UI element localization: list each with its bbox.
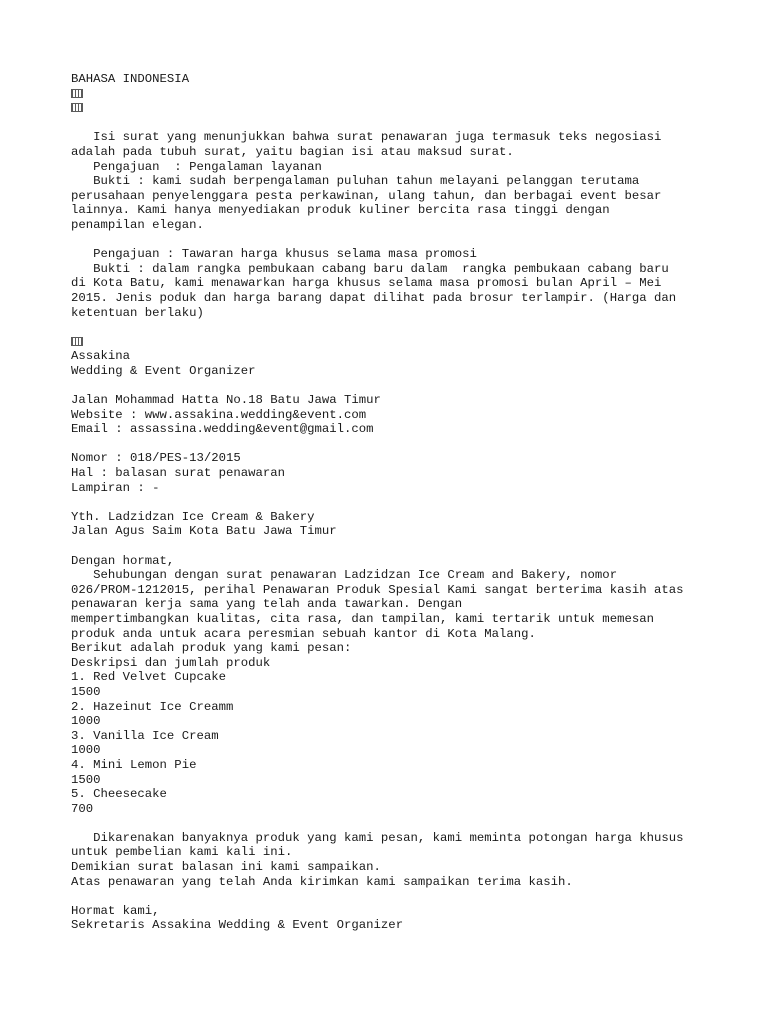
- unknown-character-glyph-line: [71, 335, 701, 350]
- text-line: Dengan hormat,: [71, 553, 175, 568]
- text-line: Dikarenakan banyaknya produk yang kami pesan, kami meminta potongan harga khusus: [71, 830, 684, 845]
- text-line: untuk pembelian kami kali ini.: [71, 845, 293, 860]
- text-line: Demikian surat balasan ini kami sampaikan.: [71, 860, 381, 875]
- blank-line: [71, 116, 701, 131]
- text-line: 3. Vanilla Ice Cream: [71, 728, 219, 743]
- text-line: Bukti : kami sudah berpengalaman puluhan tahun melayani pelanggan terutama: [71, 174, 640, 189]
- text-line: Deskripsi dan jumlah produk: [71, 655, 271, 670]
- text-line: perusahaan penyelenggara pesta perkawinan, ulang tahun, dan berbagai event besar: [71, 188, 662, 203]
- text-line: Hal : balasan surat penawaran: [71, 466, 286, 481]
- text-line: 1. Red Velvet Cupcake: [71, 670, 226, 685]
- text-line: Wedding & Event Organizer: [71, 363, 256, 378]
- blank-line: [71, 495, 701, 510]
- text-line: Atas penawaran yang telah Anda kirimkan kami sampaikan terima kasih.: [71, 874, 573, 889]
- text-line: Berikut adalah produk yang kami pesan:: [71, 641, 352, 656]
- blank-line: [71, 539, 701, 554]
- unknown-character-icon: [71, 103, 83, 112]
- unknown-character-glyph-line: [71, 101, 701, 116]
- text-line: BAHASA INDONESIA: [71, 72, 190, 86]
- text-line: Website : www.assakina.wedding&event.com: [71, 407, 367, 422]
- text-line: Jalan Agus Saim Kota Batu Jawa Timur: [71, 524, 337, 539]
- unknown-character-glyph-line: [71, 87, 701, 102]
- text-line: Assakina: [71, 349, 131, 364]
- text-line: Jalan Mohammad Hatta No.18 Batu Jawa Timur: [71, 393, 381, 408]
- text-line: 4. Mini Lemon Pie: [71, 757, 197, 772]
- text-line: 026/PROM-1212015, perihal Penawaran Produk Spesial Kami sangat berterima kasih atas: [71, 582, 684, 597]
- text-line: Nomor : 018/PES-13/2015: [71, 451, 241, 466]
- blank-line: [71, 320, 701, 335]
- text-line: mempertimbangkan kualitas, cita rasa, dan tampilan, kami tertarik untuk memesan: [71, 611, 654, 626]
- text-line: Isi surat yang menunjukkan bahwa surat penawaran juga termasuk teks negosiasi: [71, 130, 662, 145]
- document-body: [71, 72, 701, 933]
- text-line: ketentuan berlaku): [71, 305, 204, 320]
- text-line: 2. Hazeinut Ice Creamm: [71, 699, 234, 714]
- text-line: 700: [71, 801, 94, 816]
- text-line: Pengajuan : Pengalaman layanan: [71, 159, 322, 174]
- text-line: penawaran kerja sama yang telah anda tawarkan. Dengan: [71, 597, 463, 612]
- text-line: Sehubungan dengan surat penawaran Ladzidzan Ice Cream and Bakery, nomor: [71, 568, 618, 583]
- text-line: 1000: [71, 743, 101, 758]
- text-line: 1500: [71, 684, 101, 699]
- text-line: Email : assassina.wedding&event@gmail.com: [71, 422, 374, 437]
- text-line: di Kota Batu, kami menawarkan harga khusus selama masa promosi bulan April – Mei: [71, 276, 662, 291]
- text-line: lainnya. Kami hanya menyediakan produk kuliner bercita rasa tinggi dengan: [71, 203, 610, 218]
- text-line: 5. Cheesecake: [71, 787, 167, 802]
- text-line: produk anda untuk acara peresmian sebuah kantor di Kota Malang.: [71, 626, 536, 641]
- text-line: 2015. Jenis poduk dan harga barang dapat dilihat pada brosur terlampir. (Harga dan: [71, 290, 677, 305]
- unknown-character-icon: [71, 337, 83, 346]
- text-line: Hormat kami,: [71, 903, 160, 918]
- text-line: Pengajuan : Tawaran harga khusus selama masa promosi: [71, 247, 477, 262]
- blank-line: [71, 889, 701, 904]
- text-line: Sekretaris Assakina Wedding & Event Organizer: [71, 918, 404, 933]
- text-line: Yth. Ladzidzan Ice Cream & Bakery: [71, 509, 315, 524]
- text-line: Bukti : dalam rangka pembukaan cabang baru dalam rangka pembukaan cabang baru: [71, 261, 669, 276]
- blank-line: [71, 437, 701, 452]
- blank-line: [71, 816, 701, 831]
- blank-line: [71, 233, 701, 248]
- blank-line: [71, 378, 701, 393]
- unknown-character-icon: [71, 89, 83, 98]
- text-line: adalah pada tubuh surat, yaitu bagian isi atau maksud surat.: [71, 144, 514, 159]
- text-line: 1000: [71, 714, 101, 729]
- text-line: Lampiran : -: [71, 480, 160, 495]
- text-line: penampilan elegan.: [71, 217, 204, 232]
- text-line: 1500: [71, 772, 101, 787]
